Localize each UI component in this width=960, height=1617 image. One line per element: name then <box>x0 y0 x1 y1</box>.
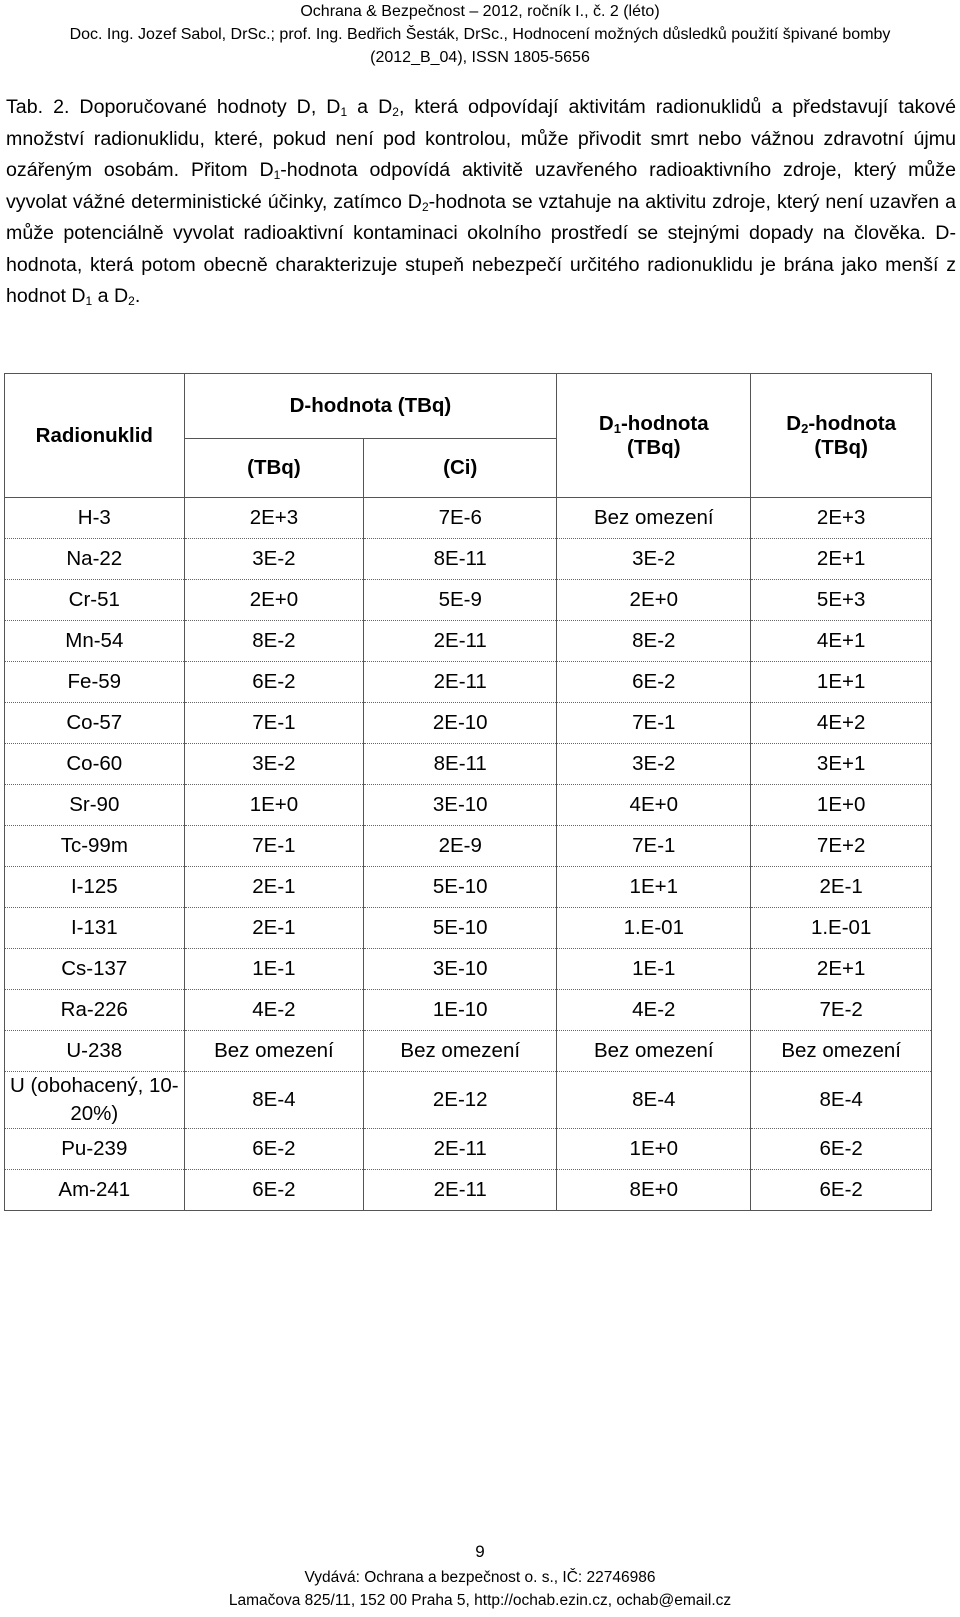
table-cell-d-ci: 2E-9 <box>364 826 557 867</box>
table-cell-d-tbq: 8E-2 <box>184 621 364 662</box>
caption-subscript: 1 <box>340 105 348 119</box>
table-cell-d-tbq: 2E-1 <box>184 908 364 949</box>
article-authors-title: Doc. Ing. Jozef Sabol, DrSc.; prof. Ing. Bedřich Šesták, DrSc., Hodnocení možných důsledků použití špivané bomby <box>69 26 891 43</box>
table-cell-nuclide: Ra-226 <box>5 990 185 1031</box>
table-cell-nuclide: I-125 <box>5 867 185 908</box>
table-cell-nuclide: Co-60 <box>5 744 185 785</box>
table-cell-d2: 3E+1 <box>751 744 932 785</box>
table-cell-d1: 3E-2 <box>557 539 751 580</box>
caption-subscript: 2 <box>392 105 399 119</box>
table-cell-nuclide: U-238 <box>5 1031 185 1072</box>
table-cell-d2: 5E+3 <box>751 580 932 621</box>
table-cell-nuclide: U (obohacený, 10-20%) <box>5 1072 185 1129</box>
caption-subscript: 1 <box>273 168 281 182</box>
journal-title: Ochrana & Bezpečnost – 2012, ročník I., č. 2 (léto) <box>300 3 660 20</box>
table-cell-d-tbq: 8E-4 <box>184 1072 364 1129</box>
table-body <box>5 498 932 1211</box>
table-caption <box>6 92 956 313</box>
table-cell-d-ci: Bez omezení <box>364 1031 557 1072</box>
article-issn: (2012_B_04), ISSN 1805-5656 <box>370 49 590 66</box>
table-cell-d1: 3E-2 <box>557 744 751 785</box>
table-cell-nuclide: Cr-51 <box>5 580 185 621</box>
table-cell-d-ci: 3E-10 <box>364 785 557 826</box>
table-cell-d1: 4E+0 <box>557 785 751 826</box>
table-cell-nuclide: I-131 <box>5 908 185 949</box>
table-cell-d2: 1.E-01 <box>751 908 932 949</box>
table-cell-d-tbq: 7E-1 <box>184 703 364 744</box>
table-cell-d1: 2E+0 <box>557 580 751 621</box>
table-cell-d-tbq: 4E-2 <box>184 990 364 1031</box>
table-cell-d-tbq: 6E-2 <box>184 1170 364 1211</box>
caption-text: , která odpovídají aktivitám radionuklidů a představují takové množství radionuklidu, které, pokud není pod kontrolou, může přivodit smrt nebo vážnou zdravotní újmu ozářeným osobám. Přitom D <box>6 96 957 181</box>
table-cell-d2: 4E+2 <box>751 703 932 744</box>
table-cell-d-tbq: 1E+0 <box>184 785 364 826</box>
table-cell-d-tbq: 2E+0 <box>184 580 364 621</box>
table-cell-nuclide: Tc-99m <box>5 826 185 867</box>
table-cell-nuclide: Fe-59 <box>5 662 185 703</box>
caption-text: -hodnota odpovídá aktivitě uzavřeného radioaktivního zdroje, který může vyvolat vážné deterministické účinky, zatímco D <box>6 159 956 213</box>
table-cell-d2: 2E+1 <box>751 539 932 580</box>
table-row <box>5 949 932 990</box>
table-row <box>5 1129 932 1170</box>
table-cell-d1: Bez omezení <box>557 1031 751 1072</box>
table-cell-d2: 8E-4 <box>751 1072 932 1129</box>
header-d1-value: $D_1$-hodnota (TBq) <box>557 374 751 498</box>
table-row <box>5 498 932 539</box>
table-cell-d-ci: 5E-10 <box>364 908 557 949</box>
publisher-line: Vydává: Ochrana a bezpečnost o. s., IČ: 22746986 <box>304 1569 656 1586</box>
table-cell-d2: 2E-1 <box>751 867 932 908</box>
table-cell-d2: 7E+2 <box>751 826 932 867</box>
table-cell-d2: 2E+3 <box>751 498 932 539</box>
page-number: 9 <box>475 1542 485 1561</box>
table-cell-nuclide: H-3 <box>5 498 185 539</box>
table-row <box>5 580 932 621</box>
table-row <box>5 908 932 949</box>
caption-subscript: 1 <box>85 294 93 308</box>
table-row <box>5 826 932 867</box>
table-cell-d-ci: 5E-10 <box>364 867 557 908</box>
table-row <box>5 539 932 580</box>
table-cell-nuclide: Am-241 <box>5 1170 185 1211</box>
table-cell-nuclide: Mn-54 <box>5 621 185 662</box>
table-cell-d2: 2E+1 <box>751 949 932 990</box>
header-radionuklid: Radionuklid <box>5 374 185 498</box>
caption-text: a D <box>347 96 393 118</box>
table-cell-d-ci: 1E-10 <box>364 990 557 1031</box>
table-cell-nuclide: Na-22 <box>5 539 185 580</box>
caption-text: . <box>134 285 141 307</box>
table-cell-d-ci: 7E-6 <box>364 498 557 539</box>
table-cell-d1: 4E-2 <box>557 990 751 1031</box>
table-cell-d-tbq: 3E-2 <box>184 539 364 580</box>
table-cell-nuclide: Co-57 <box>5 703 185 744</box>
table-cell-d-ci: 8E-11 <box>364 744 557 785</box>
table-cell-d1: 8E-4 <box>557 1072 751 1129</box>
table-cell-d1: 7E-1 <box>557 826 751 867</box>
table-cell-d1: 7E-1 <box>557 703 751 744</box>
table-row <box>5 867 932 908</box>
table-row <box>5 662 932 703</box>
header-d-value: D-hodnota (TBq) <box>184 374 557 439</box>
table-cell-d1: 6E-2 <box>557 662 751 703</box>
table-row <box>5 744 932 785</box>
table-cell-d-ci: 2E-11 <box>364 621 557 662</box>
table-cell-d-ci: 2E-10 <box>364 703 557 744</box>
caption-subscript: 2 <box>421 199 429 214</box>
table-cell-d-tbq: Bez omezení <box>184 1031 364 1072</box>
table-cell-d-tbq: 7E-1 <box>184 826 364 867</box>
table-cell-d2: 6E-2 <box>751 1129 932 1170</box>
header-d2-value: $D_2$-hodnota (TBq) <box>751 374 932 498</box>
table-cell-d-tbq: 1E-1 <box>184 949 364 990</box>
table-cell-d-tbq: 6E-2 <box>184 662 364 703</box>
table-row <box>5 1072 932 1129</box>
table-row <box>5 621 932 662</box>
table-cell-d-ci: 3E-10 <box>364 949 557 990</box>
caption-text: Tab. 2. Doporučované hodnoty D, D <box>6 96 341 118</box>
table-row <box>5 1031 932 1072</box>
table-cell-d1: Bez omezení <box>557 498 751 539</box>
table-row <box>5 703 932 744</box>
table-cell-d1: 1E+0 <box>557 1129 751 1170</box>
table-cell-d2: Bez omezení <box>751 1031 932 1072</box>
table-cell-d1: 1E-1 <box>557 949 751 990</box>
caption-text: -hodnota se vztahuje na aktivitu zdroje, který není uzavřen a může potenciálně vyvolat radioaktivní kontaminaci okolního prostředí se stejnými dopady na člověka. D-hodnota, která potom obecně charakterizuje stupeň nebezpečí určitého radionuklidu je brána jako menší z hodnot D <box>6 190 956 307</box>
table-cell-d-ci: 2E-11 <box>364 662 557 703</box>
table-cell-nuclide: Pu-239 <box>5 1129 185 1170</box>
table-cell-d2: 7E-2 <box>751 990 932 1031</box>
table-cell-d1: 1.E-01 <box>557 908 751 949</box>
table-row <box>5 785 932 826</box>
table-cell-nuclide: Sr-90 <box>5 785 185 826</box>
table-cell-d-ci: 5E-9 <box>364 580 557 621</box>
caption-subscript: 2 <box>128 294 135 308</box>
page-header <box>0 0 960 69</box>
header-d-ci: (Ci) <box>364 439 557 498</box>
table-cell-nuclide: Cs-137 <box>5 949 185 990</box>
table-cell-d2: 1E+0 <box>751 785 932 826</box>
table-cell-d2: 6E-2 <box>751 1170 932 1211</box>
table-cell-d-ci: 2E-11 <box>364 1170 557 1211</box>
table-cell-d2: 1E+1 <box>751 662 932 703</box>
radionuclide-table <box>4 373 932 1211</box>
table-cell-d-ci: 2E-12 <box>364 1072 557 1129</box>
page-footer <box>0 1540 960 1612</box>
table-row <box>5 990 932 1031</box>
table-row <box>5 1170 932 1211</box>
table-cell-d-ci: 2E-11 <box>364 1129 557 1170</box>
table-cell-d2: 4E+1 <box>751 621 932 662</box>
table-cell-d-tbq: 2E-1 <box>184 867 364 908</box>
publisher-address: Lamačova 825/11, 152 00 Praha 5, http://ochab.ezin.cz, ochab@email.cz <box>228 1592 732 1609</box>
header-d-tbq: (TBq) <box>184 439 364 498</box>
caption-text: a D <box>92 285 129 307</box>
table-cell-d-tbq: 2E+3 <box>184 498 364 539</box>
table-cell-d1: 8E+0 <box>557 1170 751 1211</box>
table-cell-d-tbq: 3E-2 <box>184 744 364 785</box>
table-cell-d1: 8E-2 <box>557 621 751 662</box>
table-cell-d-ci: 8E-11 <box>364 539 557 580</box>
table-cell-d1: 1E+1 <box>557 867 751 908</box>
table-cell-d-tbq: 6E-2 <box>184 1129 364 1170</box>
